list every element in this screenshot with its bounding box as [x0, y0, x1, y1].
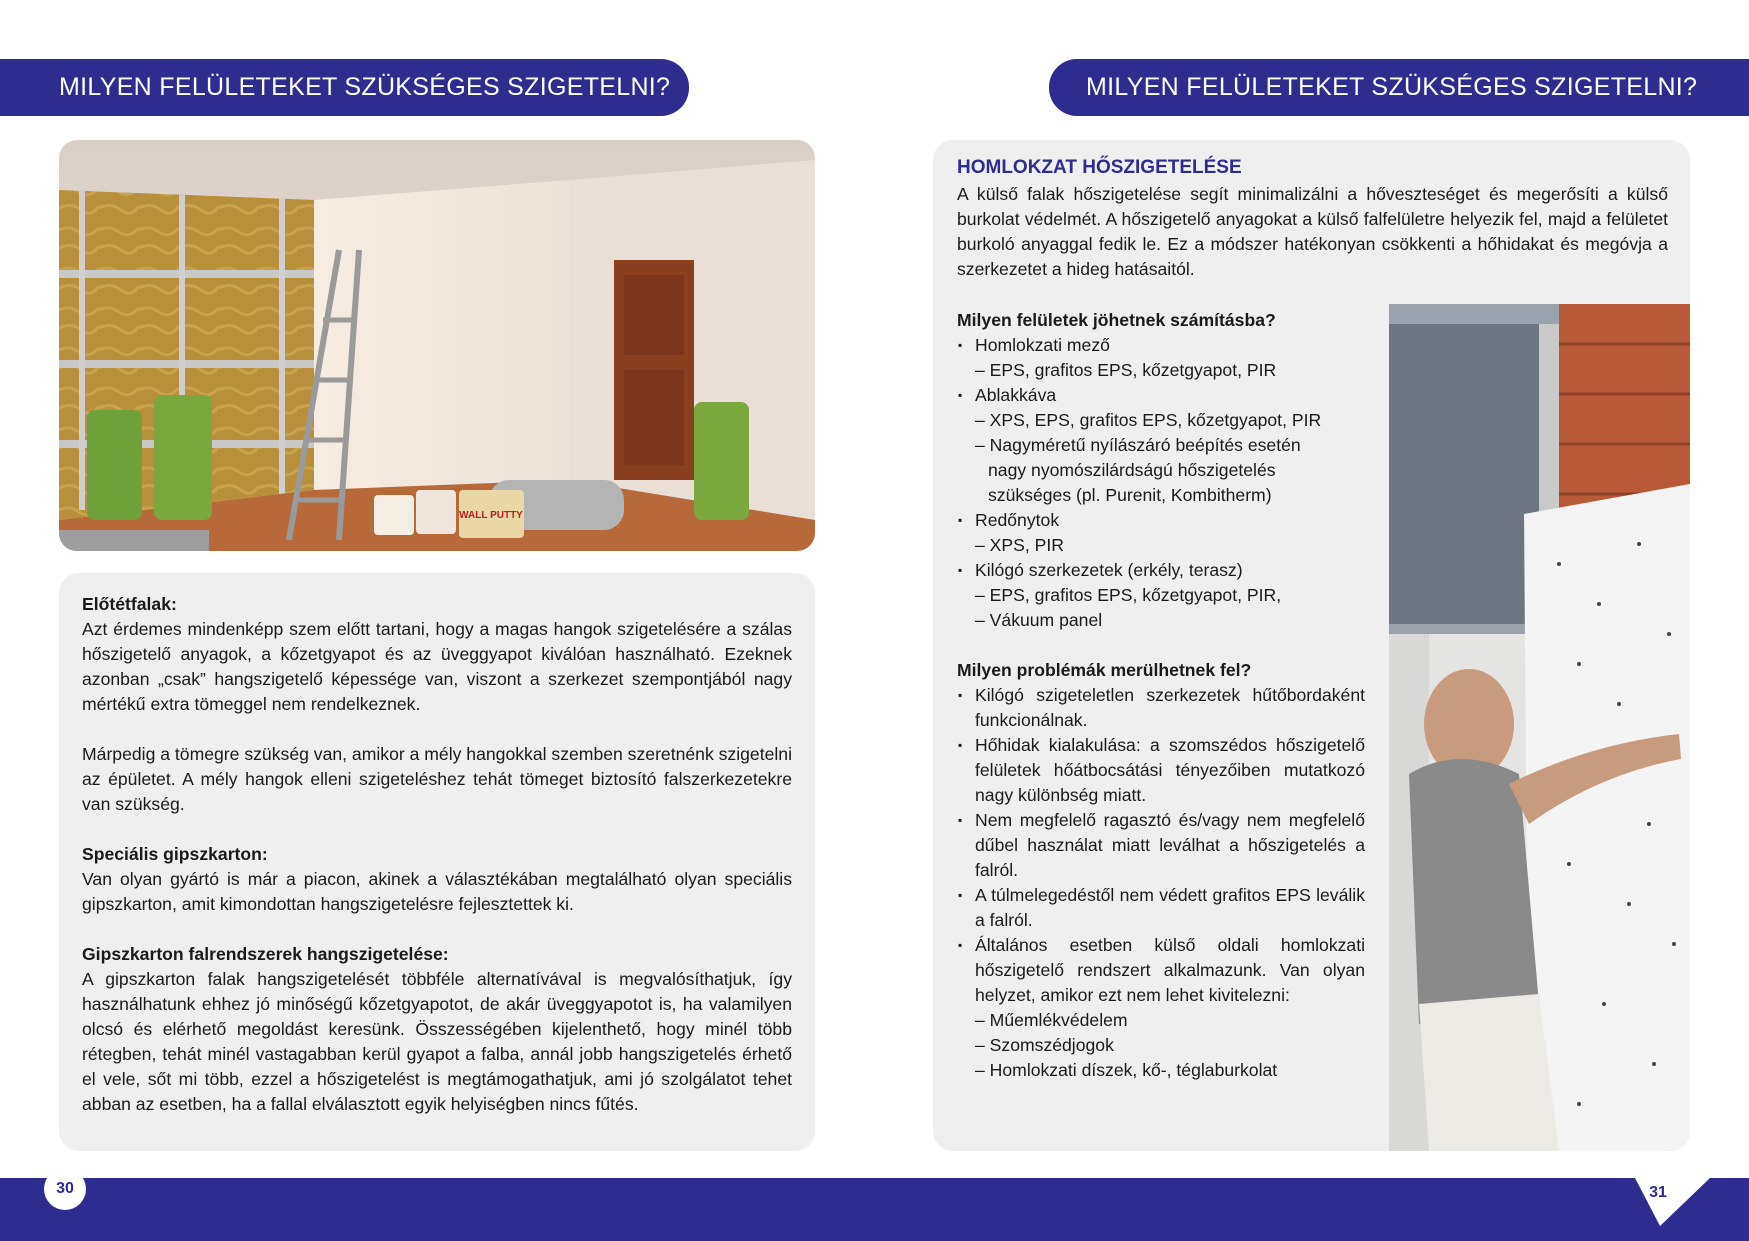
heading-elotetfalak: Előtétfalak:	[82, 594, 177, 614]
question-problems: Milyen problémák merülhetnek fel?	[957, 660, 1252, 680]
page-header-left	[0, 59, 689, 116]
list-item: ▪ Hőhidak kialakulása: a szomszédos hőszigetelő felületek hőátbocsátási tényezőiben mutatkozó nagy különbség miatt.	[957, 733, 1365, 808]
list-item: ▪ Ablakkáva	[957, 383, 1365, 408]
list-item: ▪ Homlokzati mező	[957, 333, 1365, 358]
paragraph-4: A gipszkarton falak hangszigetelését többféle alternatívával is megvalósíthatjuk, így használhatunk ehhez jó minőségű kőzetgyapotot, de akár üveggyapotot is, ha valamilyen olcsó és elérhető megoldást keresünk. Összességében kijelenthető, hogy minél több rétegben, tehát minél vastagabban kerül gyapot a falba, annál jobb hangszigetelés érhető el vele, sőt mi több, ezzel a hőszigetelést is megtámogathatjuk, ami jó szolgálatot tehet abban az esetben, ha a fallal elválasztott egyik helyiségben nincs fűtés.	[82, 969, 792, 1114]
list-item: – Nagyméretű nyílászáró beépítés esetén	[975, 435, 1301, 455]
list-item: ▪ Kilógó szerkezetek (erkély, terasz)	[957, 558, 1365, 583]
list-item: ▪ Általános esetben külső oldali homlokzati hőszigetelő rendszert alkalmazunk. Van olyan helyzet, amikor ezt nem lehet kivitelezni:	[957, 933, 1365, 1008]
surfaces-list	[957, 333, 1365, 633]
page-number-left: 30	[44, 1168, 86, 1210]
problems-list	[957, 683, 1365, 1083]
list-item: – XPS, PIR	[975, 535, 1064, 555]
heading-gipszkarton-falrendszerek: Gipszkarton falrendszerek hangszigetelése:	[82, 944, 449, 964]
facade-worker-photo	[1389, 304, 1690, 1151]
header-title-left: MILYEN FELÜLETEKET SZÜKSÉGES SZIGETELNI?	[59, 73, 671, 101]
page-number-right: 31	[1649, 1184, 1667, 1201]
list-item: ▪ Redőnytok	[957, 508, 1365, 533]
list-item: ▪ A túlmelegedéstől nem védett grafitos EPS leválik a falról.	[957, 883, 1365, 933]
page-header-right	[1049, 59, 1749, 116]
list-item: – XPS, EPS, grafitos EPS, kőzetgyapot, PIR	[975, 410, 1322, 430]
page-footer	[0, 1178, 1749, 1241]
list-item: ▪ Kilógó szigeteletlen szerkezetek hűtőbordaként funkcionálnak.	[957, 683, 1365, 733]
list-item: – EPS, grafitos EPS, kőzetgyapot, PIR	[975, 360, 1277, 380]
bucket-label: WALL PUTTY	[459, 510, 523, 521]
paragraph-1: Azt érdemes mindenképp szem előtt tartani, hogy a magas hangok szigetelésére a szálas hőszigetelő anyagok, a kőzetgyapot és az üveggyapot kiválóan használható. Ezeknek azonban „csak” hangszigetelő képessége van, viszont a szerkezet szempontjából nagy mértékű extra tömeggel nem rendelkeznek.	[82, 619, 792, 714]
list-item: – Műemlékvédelem	[975, 1010, 1128, 1030]
list-item: – Szomszédjogok	[975, 1035, 1114, 1055]
section-title-homlokzat: HOMLOKZAT HŐSZIGETELÉSE	[957, 157, 1242, 178]
left-panel-text	[82, 592, 792, 1117]
list-item: – EPS, grafitos EPS, kőzetgyapot, PIR,	[975, 585, 1282, 605]
list-item: nagy nyomószilárdságú hőszigetelés	[988, 460, 1276, 480]
question-surfaces: Milyen felületek jöhetnek számításba?	[957, 310, 1276, 330]
right-lists	[957, 308, 1365, 1083]
list-item: – Homlokzati díszek, kő-, téglaburkolat	[975, 1060, 1278, 1080]
list-item: szükséges (pl. Purenit, Kombitherm)	[988, 485, 1272, 505]
list-item: ▪ Nem megfelelő ragasztó és/vagy nem megfelelő dűbel használat miatt leválhat a hőszigetelés a falról.	[957, 808, 1365, 883]
intro-text	[957, 182, 1668, 282]
room-insulation-photo	[59, 140, 815, 551]
heading-specialis-gipszkarton: Speciális gipszkarton:	[82, 844, 268, 864]
list-item: – Vákuum panel	[975, 610, 1103, 630]
intro-paragraph: A külső falak hőszigetelése segít minimalizálni a hőveszteséget és megerősíti a külső burkolat védelmét. A hőszigetelő anyagokat a külső falfelületre helyezik fel, majd a felületet burkoló anyaggal fedik le. Ez a módszer hatékonyan csökkenti a hőhidakat és megóvja a szerkezetet a hideg hatásaitól.	[957, 184, 1668, 279]
paragraph-2: Márpedig a tömegre szükség van, amikor a mély hangokkal szemben szeretnénk szigetelni az épületet. A mély hangok elleni szigeteléshez tehát tömeget biztosító falszerkezetekre van szükség.	[82, 744, 792, 814]
paragraph-3: Van olyan gyártó is már a piacon, akinek a választékában megtalálható olyan speciális gipszkarton, amit kimondottan hangszigetelésre fejlesztettek ki.	[82, 869, 792, 914]
header-title-right: MILYEN FELÜLETEKET SZÜKSÉGES SZIGETELNI?	[1086, 73, 1698, 101]
